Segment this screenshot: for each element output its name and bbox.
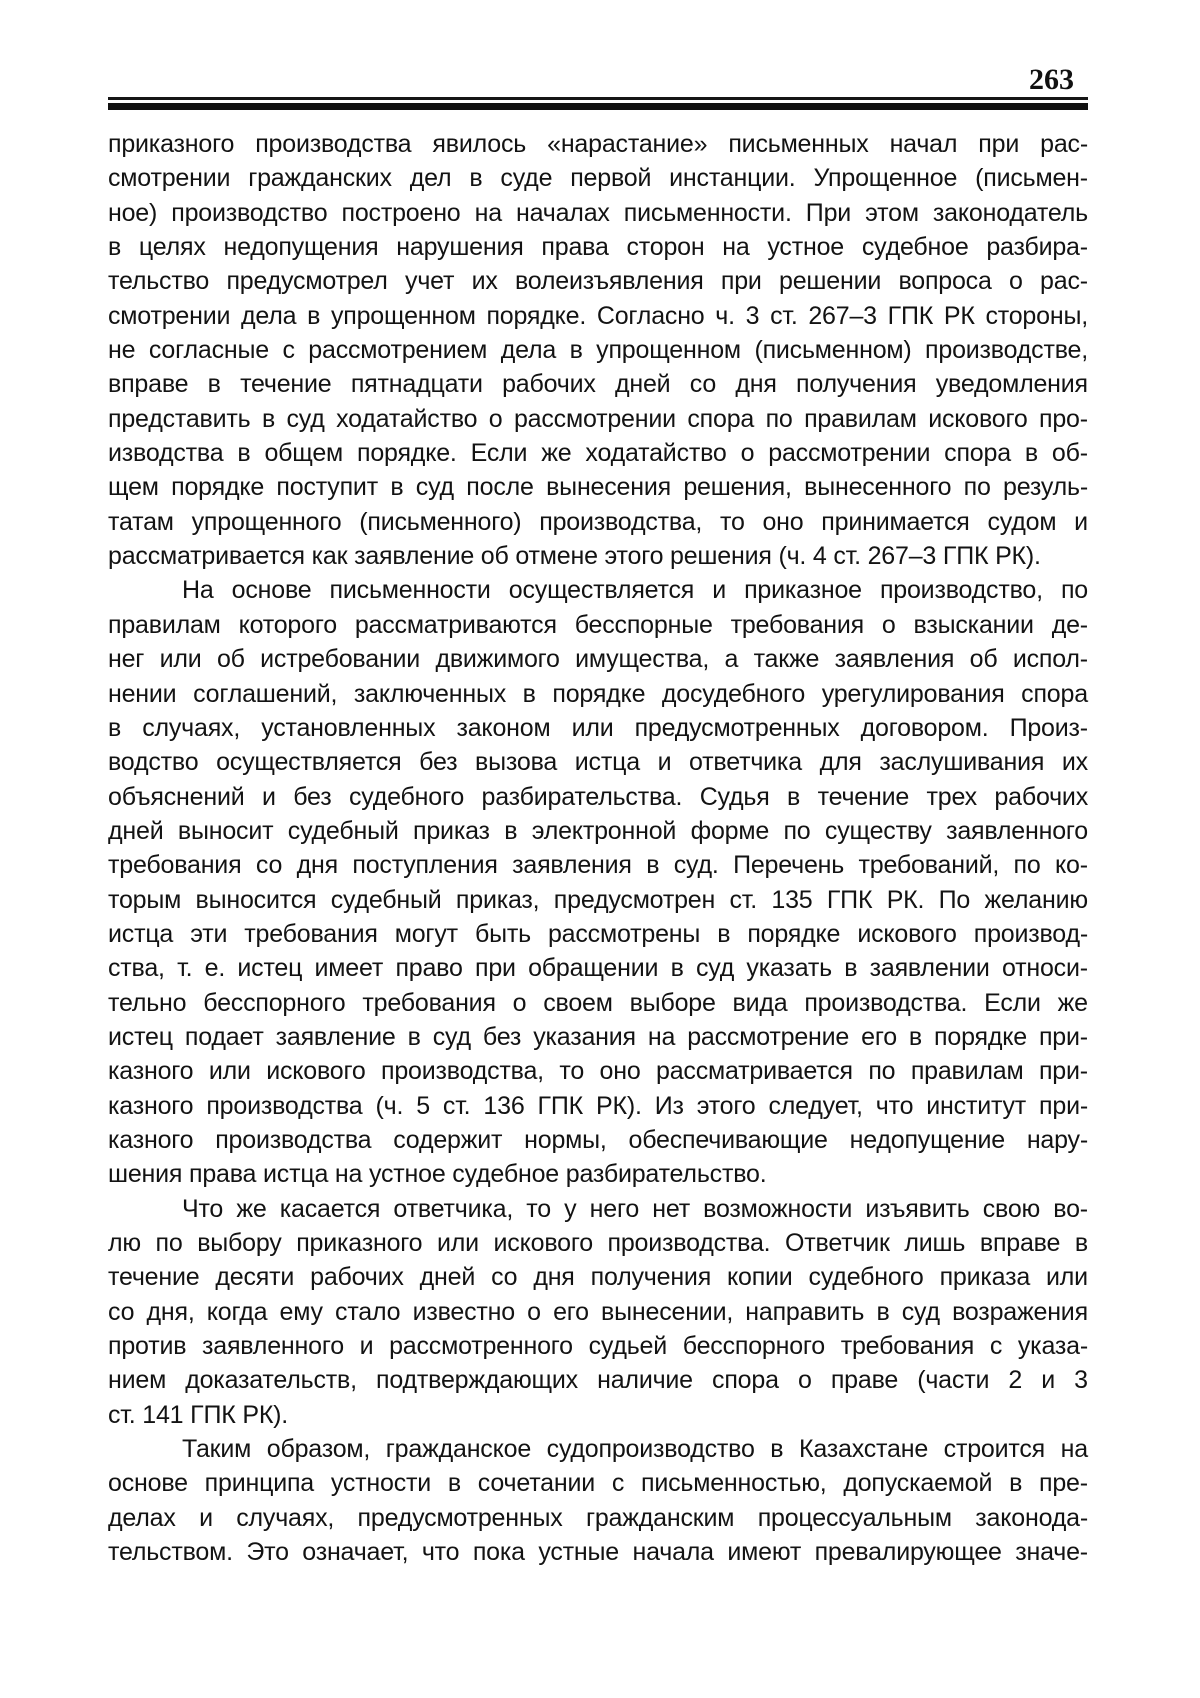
text-line: На основе письменности осуществляется и приказное производство, по — [182, 576, 1088, 605]
text-line: приказного производства явилось «нарастание» письменных начал при рас- — [108, 130, 1088, 158]
text-line: Таким образом, гражданское судопроизводство в Казахстане строится на — [182, 1435, 1088, 1464]
paragraph — [108, 1192, 1088, 1432]
text-line: рассматривается как заявление об отмене этого решения (ч. 4 ст. 267–3 ГПК РК). — [108, 542, 1041, 571]
text-line: истца эти требования могут быть рассмотрены в порядке искового производ- — [108, 919, 1088, 948]
text-line: основе принципа устности в сочетании с письменностью, допускаемой в пре- — [108, 1469, 1088, 1498]
text-line: смотрении дела в упрощенном порядке. Согласно ч. 3 ст. 267–3 ГПК РК стороны, — [108, 301, 1088, 330]
paragraph — [108, 573, 1088, 1191]
text-line: ства, т. е. истец имеет право при обращении в суд указать в заявлении относи- — [108, 954, 1088, 983]
text-line: казного или искового производства, то оно рассматривается по правилам при- — [108, 1057, 1088, 1086]
text-line: шения права истца на устное судебное разбирательство. — [108, 1160, 767, 1189]
text-line: представить в суд ходатайство о рассмотрении спора по правилам искового про- — [108, 404, 1088, 433]
page-header — [108, 63, 1088, 110]
text-line: нег или об истребовании движимого имущества, а также заявления об испол- — [108, 645, 1088, 674]
text-line: щем порядке поступит в суд после вынесения решения, вынесенного по резуль- — [108, 473, 1088, 502]
text-line: Что же касается ответчика, то у него нет возможности изъявить свою во- — [182, 1194, 1088, 1223]
text-line: не согласные с рассмотрением дела в упрощенном (письменном) производстве, — [108, 336, 1088, 365]
text-line: со дня, когда ему стало известно о его вынесении, направить в суд возражения — [108, 1297, 1088, 1326]
text-line: водство осуществляется без вызова истца и ответчика для заслушивания их — [108, 748, 1088, 777]
text-line: против заявленного и рассмотренного судьей бесспорного требования с указа- — [108, 1332, 1088, 1361]
header-rule — [108, 97, 1088, 110]
page-number: 263 — [1029, 63, 1074, 96]
text-line: ст. 141 ГПК РК). — [108, 1400, 289, 1429]
text-line: ное) производство построено на началах письменности. При этом законодатель — [108, 198, 1088, 227]
text-line: в случаях, установленных законом или предусмотренных договором. Произ- — [108, 713, 1088, 742]
text-line: изводства в общем порядке. Если же ходатайство о рассмотрении спора в об- — [108, 439, 1088, 468]
text-line: казного производства содержит нормы, обеспечивающие недопущение нару- — [108, 1125, 1088, 1154]
text-line: в целях недопущения нарушения права сторон на устное судебное разбира- — [108, 233, 1088, 262]
text-line: течение десяти рабочих дней со дня получения копии судебного приказа или — [108, 1263, 1088, 1292]
text-line: требования со дня поступления заявления в суд. Перечень требований, по ко- — [108, 851, 1088, 880]
text-line: тельно бесспорного требования о своем выборе вида производства. Если же — [108, 988, 1088, 1017]
text-line: тельством. Это означает, что пока устные начала имеют превалирующее значе- — [108, 1538, 1088, 1567]
header-rule-thick — [108, 103, 1088, 110]
text-line: казного производства (ч. 5 ст. 136 ГПК РК). Из этого следует, что институт при- — [108, 1091, 1088, 1120]
text-line: нием доказательств, подтверждающих наличие спора о праве (части 2 и 3 — [108, 1366, 1088, 1395]
text-line: смотрении гражданских дел в суде первой инстанции. Упрощенное (письмен- — [108, 164, 1088, 193]
text-line: делах и случаях, предусмотренных гражданским процессуальным законода- — [108, 1503, 1088, 1532]
text-line: торым выносится судебный приказ, предусмотрен ст. 135 ГПК РК. По желанию — [108, 885, 1088, 914]
page-container — [108, 0, 1088, 1569]
paragraph — [108, 1432, 1088, 1569]
text-line: объяснений и без судебного разбирательства. Судья в течение трех рабочих — [108, 782, 1088, 811]
text-line: вправе в течение пятнадцати рабочих дней со дня получения уведомления — [108, 370, 1088, 399]
text-block — [108, 127, 1088, 1569]
text-line: лю по выбору приказного или искового производства. Ответчик лишь вправе в — [108, 1229, 1088, 1257]
text-line: татам упрощенного (письменного) производства, то оно принимается судом и — [108, 507, 1088, 536]
text-line: нении соглашений, заключенных в порядке досудебного урегулирования спора — [108, 679, 1088, 708]
paragraph — [108, 127, 1088, 573]
text-line: истец подает заявление в суд без указания на рассмотрение его в порядке при- — [108, 1022, 1088, 1051]
text-line: тельство предусмотрел учет их волеизъявления при решении вопроса о рас- — [108, 267, 1088, 296]
text-line: дней выносит судебный приказ в электронной форме по существу заявленного — [108, 816, 1088, 845]
text-line: правилам которого рассматриваются бесспорные требования о взыскании де- — [108, 610, 1088, 639]
